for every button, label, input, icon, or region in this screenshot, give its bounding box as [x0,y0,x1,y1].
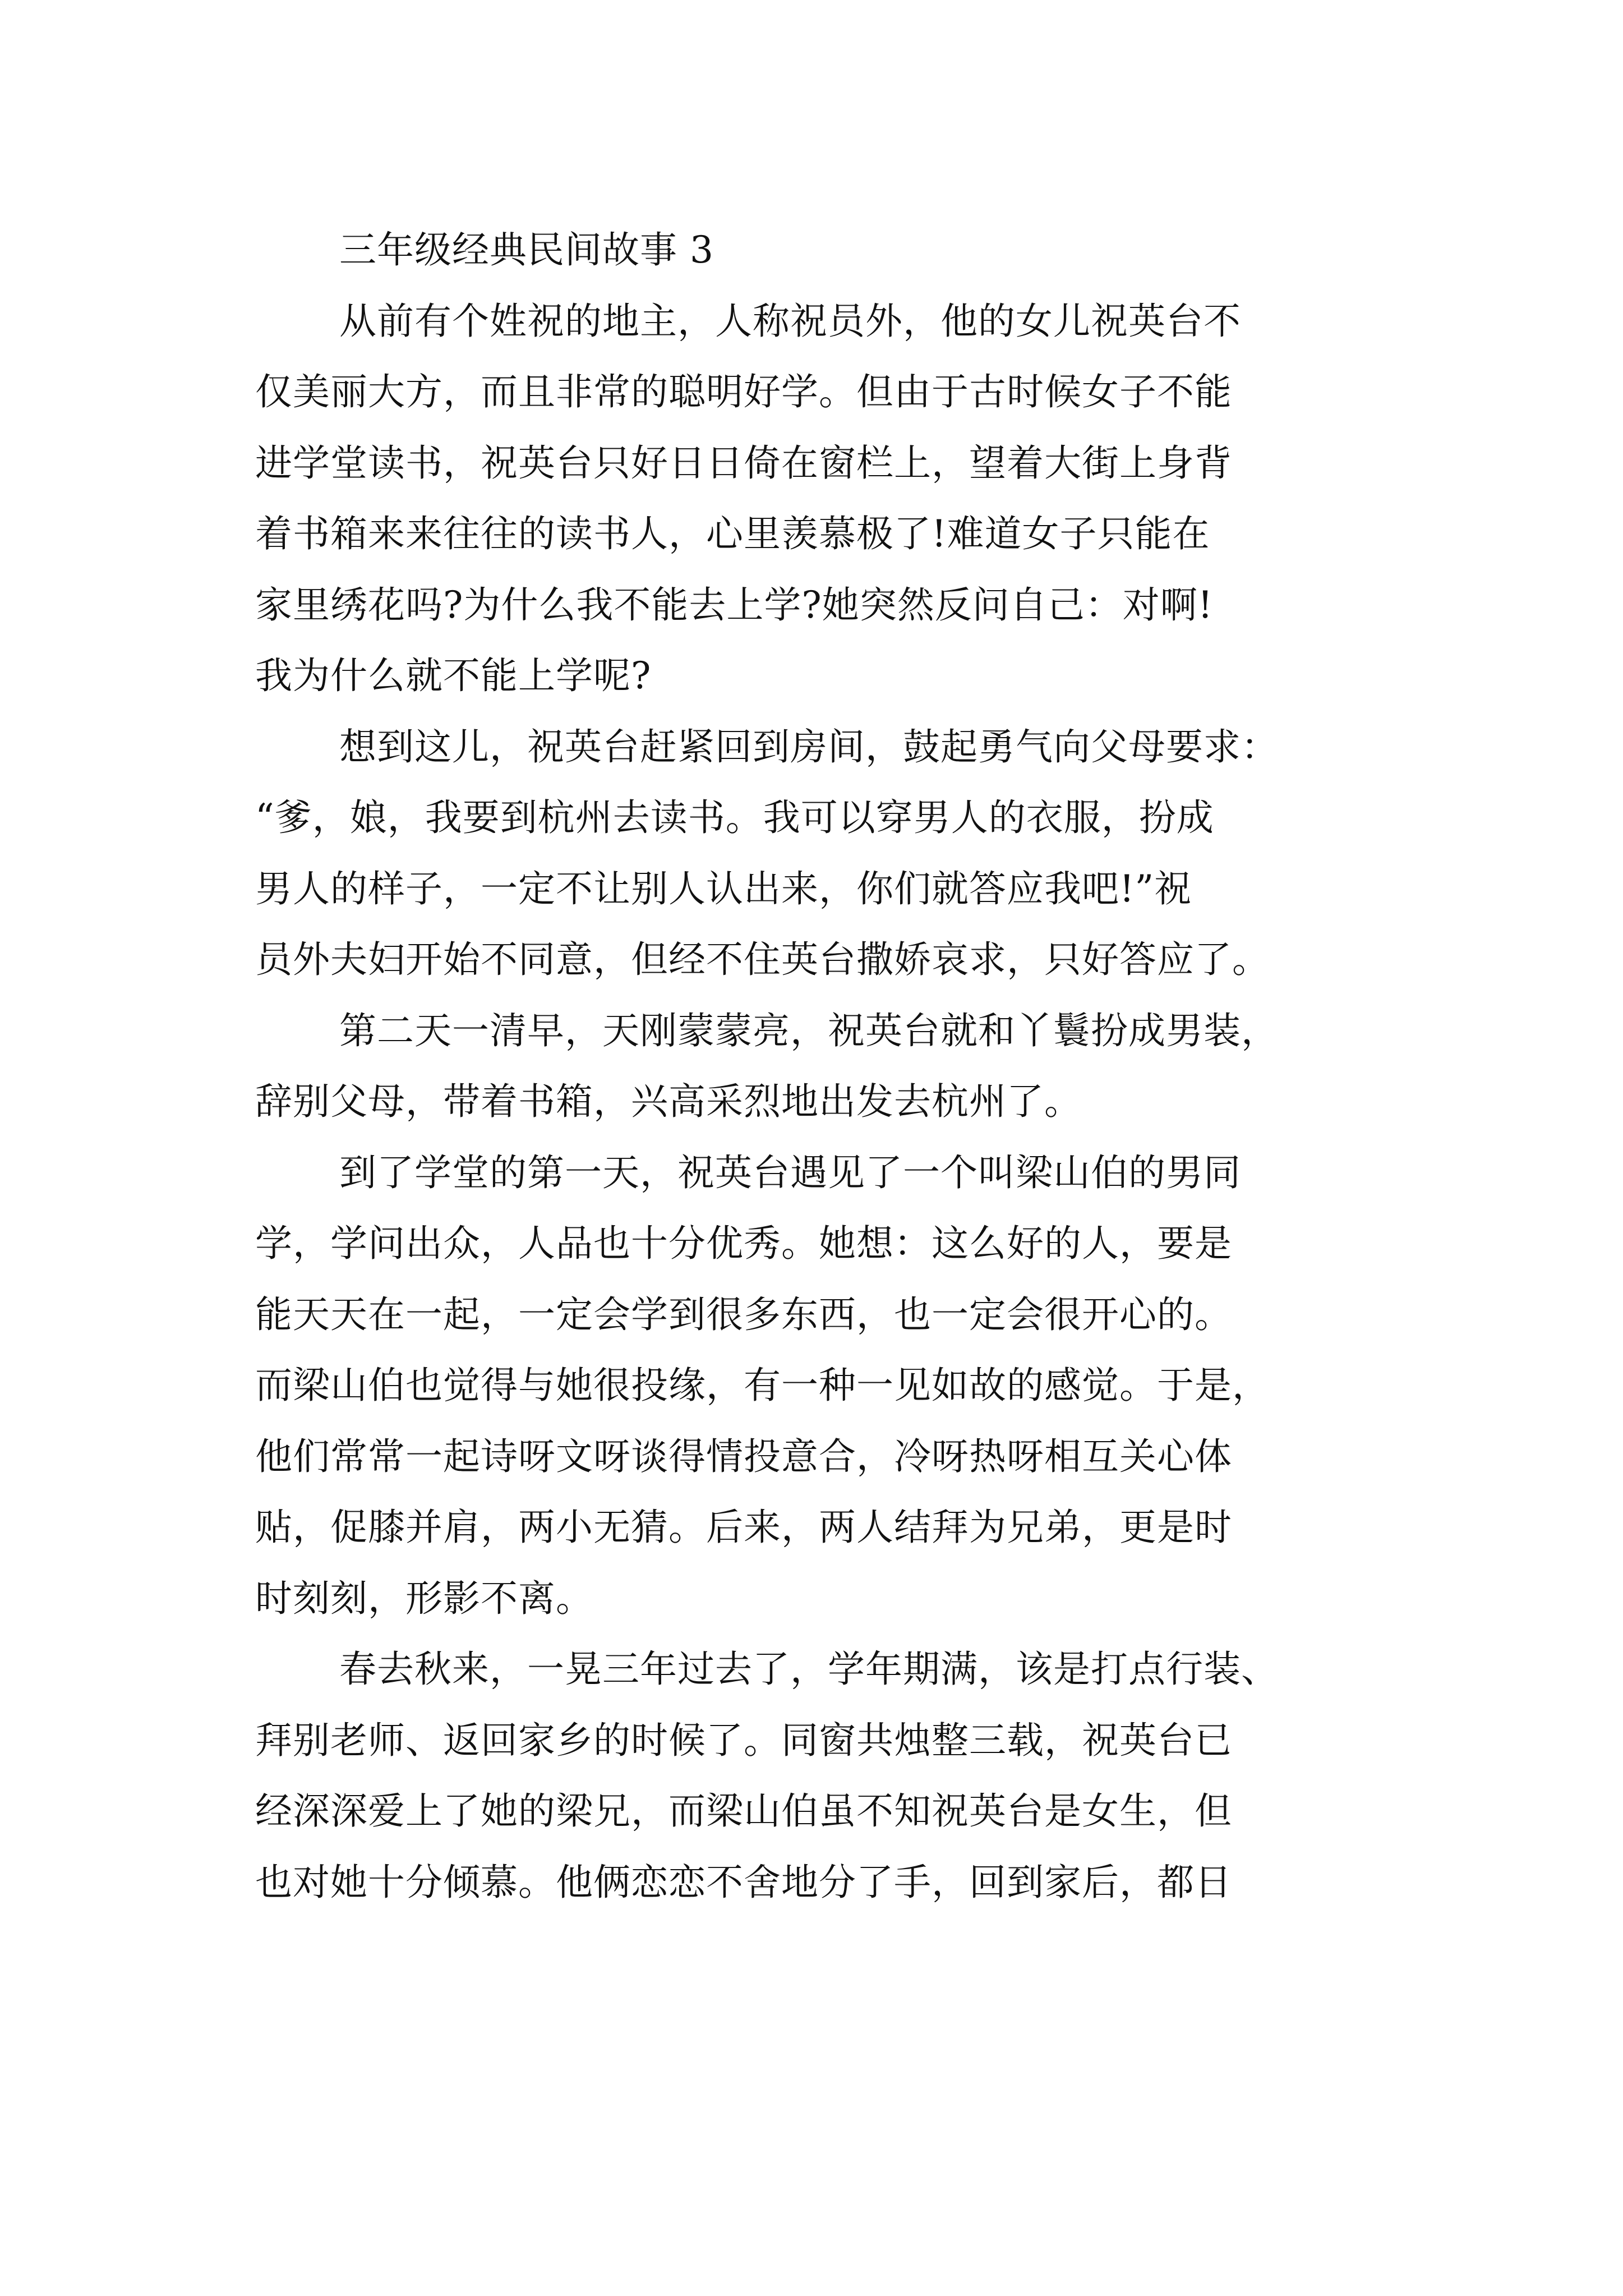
paragraph-1: 从前有个姓祝的地主，人称祝员外，他的女儿祝英台不 仅美丽大方，而且非常的聪明好学。但由于古时候女子不能 进学堂读书，祝英台只好日日倚在窗栏上，望着大街上身背 着书箱来来往往的读书人，心里羡慕极了!难道女子只能在 家里绣花吗?为什么我不能去上学?她突然反问自己：对啊! 我为什么就不能上学呢? [255,299,1241,697]
document-body [255,215,1391,1918]
paragraph-5: 春去秋来，一晃三年过去了，学年期满，该是打点行装、 拜别老师、返回家乡的时候了。同窗共烛整三载，祝英台已 经深深爱上了她的梁兄，而梁山伯虽不知祝英台是女生，但 也对她十分倾慕。他俩恋恋不舍地分了手，回到家后，都日 [255,1648,1279,1904]
paragraph-2: 想到这儿，祝英台赶紧回到房间，鼓起勇气向父母要求： “爹，娘，我要到杭州去读书。我可以穿男人的衣服，扮成 男人的样子，一定不让别人认出来，你们就答应我吧!”祝 员外夫妇开始不同意，但经不住英台撒娇哀求，只好答应了。 [255,725,1279,981]
paragraph-4: 到了学堂的第一天，祝英台遇见了一个叫梁山伯的男同 学，学问出众，人品也十分优秀。她想：这么好的人，要是 能天天在一起，一定会学到很多东西，也一定会很开心的。 而梁山伯也觉得与她很投缘，有一种一见如故的感觉。于是， 他们常常一起诗呀文呀谈得情投意合，冷呀热呀相互关心体 贴，促膝并肩，两小无猜。后来，两人结拜为兄弟，更是时 时刻刻，形影不离。 [255,1151,1270,1620]
paragraph-3: 第二天一清早，天刚蒙蒙亮，祝英台就和丫鬟扮成男装， 辞别父母，带着书箱，兴高采烈地出发去杭州了。 [255,1009,1279,1123]
document-title: 三年级经典民间故事 3 [339,228,714,272]
